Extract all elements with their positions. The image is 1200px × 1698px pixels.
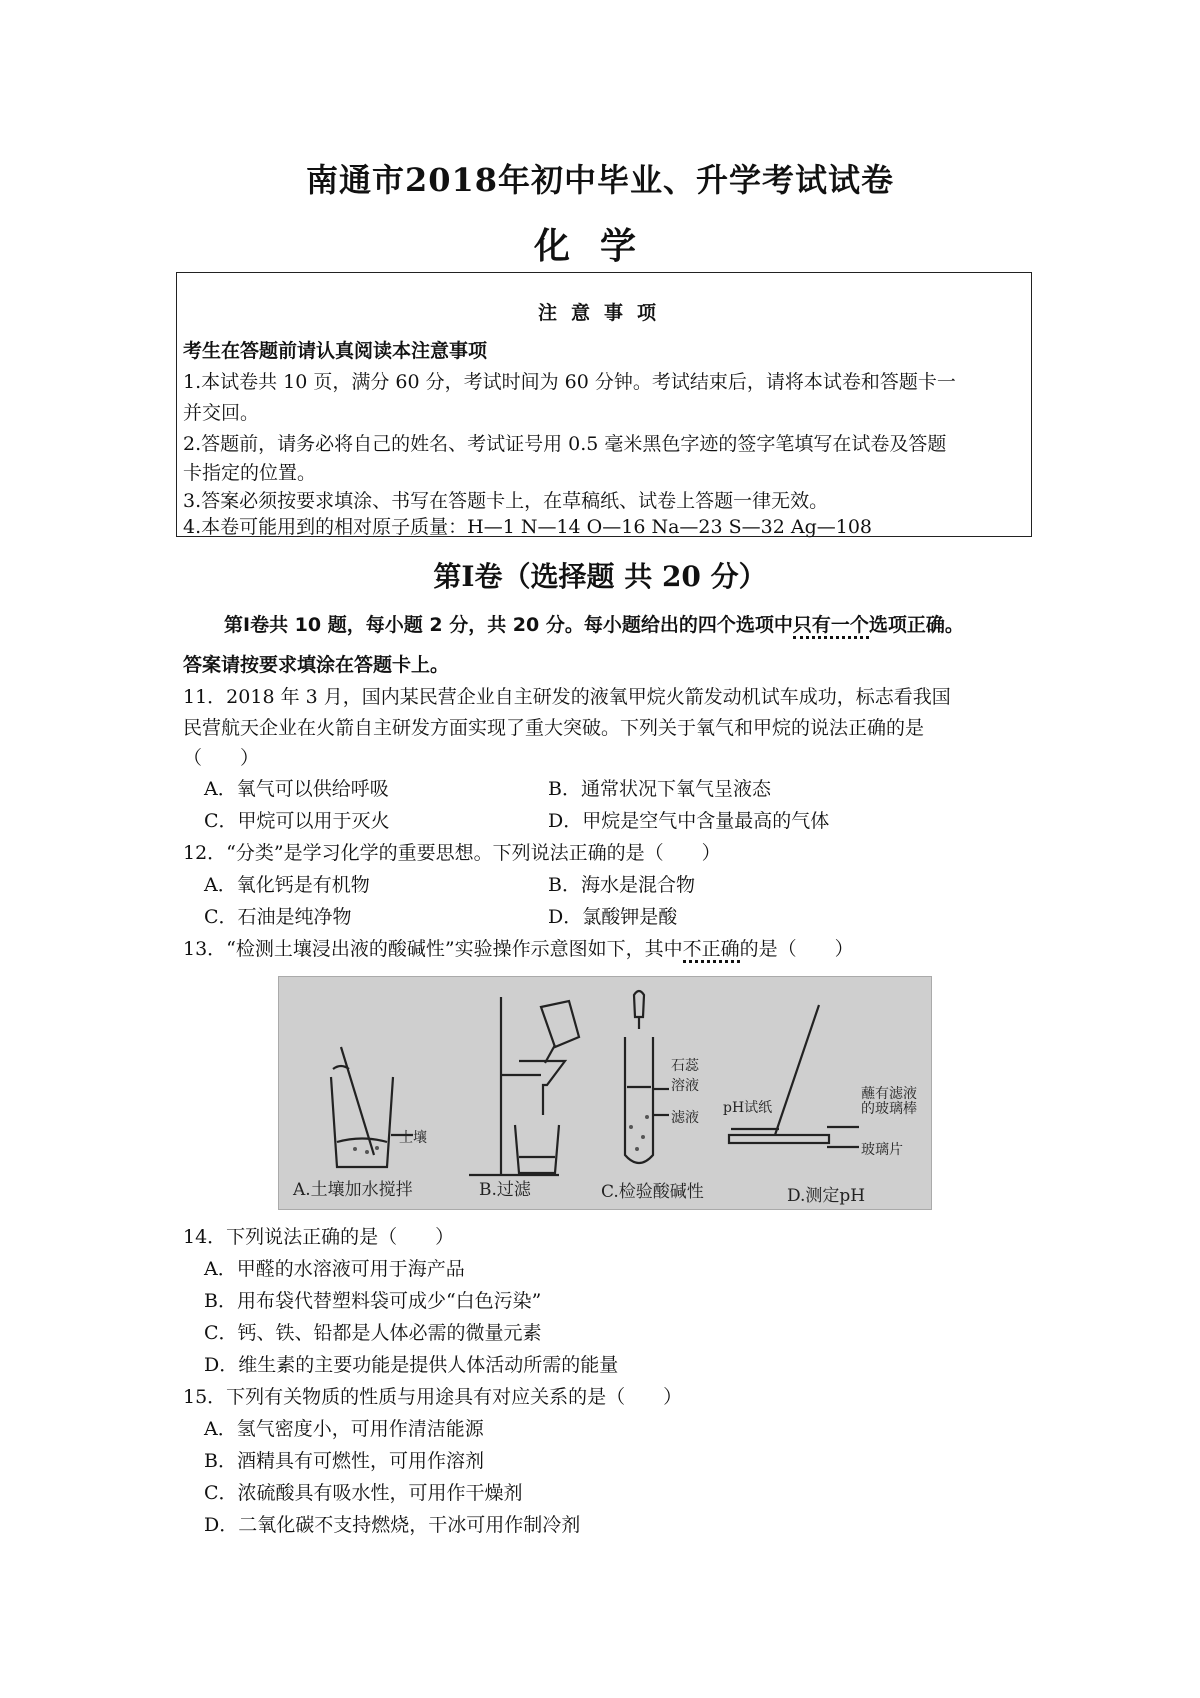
notice-line-4: 卡指定的位置。	[183, 462, 317, 484]
figure-label-d: D.测定pH	[787, 1186, 866, 1206]
glass-rod-label: 蘸有滤液的玻璃棒	[861, 1086, 917, 1117]
filtrate-label: 滤液	[671, 1110, 699, 1126]
soil-label: 土壤	[399, 1130, 427, 1146]
exam-title: 南通市2018年初中毕业、升学考试试卷	[305, 161, 895, 199]
section-instruction	[224, 610, 964, 637]
q15-option-c: C．浓硫酸具有吸水性，可用作干燥剂	[204, 1482, 523, 1504]
q11-option-c: C．甲烷可以用于灭火	[204, 810, 390, 832]
q15-option-d: D．二氧化碳不支持燃烧，干冰可用作制冷剂	[204, 1514, 581, 1536]
figure-label-c: C.检验酸碱性	[601, 1182, 704, 1202]
notice-intro: 考生在答题前请认真阅读本注意事项	[183, 340, 488, 362]
instruction-emphasis: 只有一个	[793, 614, 869, 639]
litmus-label: 石蕊溶液	[671, 1058, 699, 1094]
q12-option-b: B．海水是混合物	[548, 874, 695, 896]
q13-stem-part-b: 的是（ ）	[739, 938, 854, 960]
q14-option-a: A．甲醛的水溶液可用于海产品	[204, 1258, 465, 1280]
q11-stem-line-3: （ ）	[183, 747, 260, 769]
notice-line-5: 3.答案必须按要求填涂、书写在答题卡上，在草稿纸、试卷上答题一律无效。	[183, 490, 829, 512]
q11-option-a: A．氧气可以供给呼吸	[204, 778, 389, 800]
notice-line-6: 4.本卷可能用到的相对原子质量：H—1 N—14 O—16 Na—23 S—32 Ag—108	[183, 516, 873, 538]
q13-stem-emphasis: 不正确	[683, 938, 740, 963]
q13-stem-part-a: 13．“检测土壤浸出液的酸碱性”实验操作示意图如下，其中	[183, 938, 683, 960]
experiment-figure	[278, 976, 932, 1210]
q14-option-c: C．钙、铁、铅都是人体必需的微量元素	[204, 1322, 542, 1344]
q14-option-d: D．维生素的主要功能是提供人体活动所需的能量	[204, 1354, 619, 1376]
notice-line-3: 2.答题前，请务必将自己的姓名、考试证号用 0.5 毫米黑色字迹的签字笔填写在试卷及答题	[183, 433, 947, 455]
q11-option-b: B．通常状况下氧气呈液态	[548, 778, 771, 800]
q13-stem	[183, 934, 854, 961]
ph-paper-label: pH试纸	[723, 1100, 773, 1116]
q14-stem: 14．下列说法正确的是（ ）	[183, 1226, 455, 1248]
notice-heading: 注意事项	[537, 302, 670, 324]
q15-stem: 15．下列有关物质的性质与用途具有对应关系的是（ ）	[183, 1386, 683, 1408]
q12-option-d: D．氯酸钾是酸	[548, 906, 678, 928]
instruction-part-a: 第Ⅰ卷共 10 题，每小题 2 分，共 20 分。每小题给出的四个选项中	[224, 614, 793, 636]
notice-line-2: 并交回。	[183, 402, 260, 424]
instruction-part-b: 选项正确。	[868, 614, 964, 636]
glass-slide-label: 玻璃片	[861, 1142, 903, 1158]
notice-line-1: 1.本试卷共 10 页，满分 60 分，考试时间为 60 分钟。考试结束后，请将本试卷和答题卡一	[183, 371, 956, 393]
q11-stem-line-1: 11．2018 年 3 月，国内某民营企业自主研发的液氧甲烷火箭发动机试车成功，标志看我国	[183, 686, 951, 708]
section-title: 第Ⅰ卷（选择题 共 20 分）	[433, 560, 767, 593]
q14-option-b: B．用布袋代替塑料袋可成少“白色污染”	[204, 1290, 542, 1312]
q12-option-c: C．石油是纯净物	[204, 906, 352, 928]
section-instruction-line2: 答案请按要求填涂在答题卡上。	[183, 654, 450, 676]
q11-stem-line-2: 民营航天企业在火箭自主研发方面实现了重大突破。下列关于氧气和甲烷的说法正确的是	[183, 717, 925, 739]
q15-option-a: A．氢气密度小，可用作清洁能源	[204, 1418, 484, 1440]
figure-label-a: A.土壤加水搅拌	[293, 1180, 413, 1200]
q15-option-b: B．酒精具有可燃性，可用作溶剂	[204, 1450, 484, 1472]
figure-label-b: B.过滤	[479, 1180, 531, 1200]
q12-stem: 12．“分类”是学习化学的重要思想。下列说法正确的是（ ）	[183, 842, 721, 864]
q11-option-d: D．甲烷是空气中含量最高的气体	[548, 810, 830, 832]
subject-title: 化学	[533, 225, 666, 267]
q12-option-a: A．氧化钙是有机物	[204, 874, 370, 896]
